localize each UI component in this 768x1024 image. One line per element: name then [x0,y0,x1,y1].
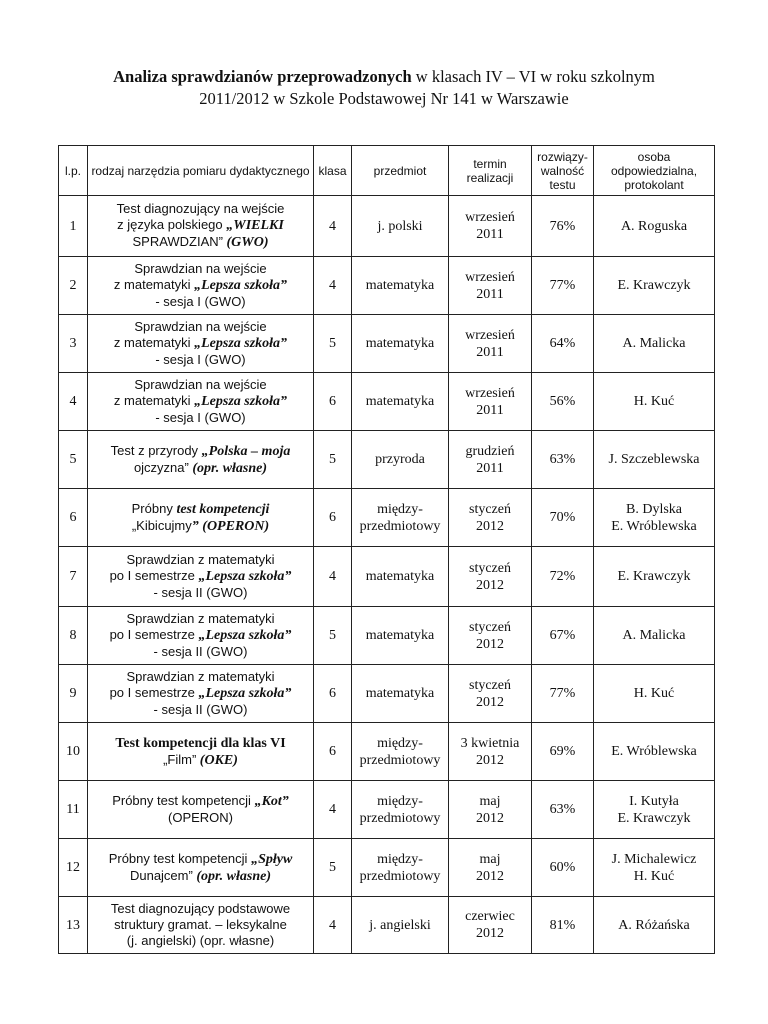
cell-wynik: 72% [532,547,594,607]
table-row [59,839,715,897]
table-row [59,196,715,257]
przedmiot-line: przedmiotowy [359,868,441,884]
cell-narzedzie [88,315,314,373]
narzedzie-plain: po I semestrze [109,568,199,583]
osoba-line: B. Dylska [626,501,682,517]
cell-termin [449,315,532,373]
osoba-line: J. Michalewicz [611,851,697,867]
narzedzie-line [91,585,310,601]
termin-line: styczeń [469,619,511,635]
table-row [59,781,715,839]
cell-wynik: 67% [532,607,594,665]
narzedzie-plain: - sesja II (GWO) [153,702,248,717]
przedmiot-line: przedmiotowy [359,752,441,768]
cell-klasa: 4 [314,897,352,954]
cell-wynik: 69% [532,723,594,781]
cell-klasa: 4 [314,257,352,315]
cell-narzedzie [88,665,314,723]
table-row [59,723,715,781]
cell-osoba [594,257,715,315]
narzedzie-line [91,393,310,410]
osoba-line: J. Szczeblewska [608,452,700,467]
narzedzie-line [91,352,310,368]
cell-klasa: 6 [314,723,352,781]
cell-klasa: 5 [314,315,352,373]
cell-lp: 11 [59,781,88,839]
narzedzie-line [91,319,310,335]
narzedzie-line [91,685,310,702]
narzedzie-plain: Próbny test kompetencji [112,793,255,808]
osoba-line: A. Roguska [620,218,688,234]
table-row [59,897,715,954]
table-row [59,431,715,489]
narzedzie-plain: Próbny test kompetencji [108,850,252,866]
cell-lp: 1 [59,196,88,257]
cell-termin [449,489,532,547]
przedmiot-line: przyroda [375,452,425,467]
narzedzie-plain: - sesja I (GWO) [155,352,246,367]
title-line-2: 2011/2012 w Szkole Podstawowej Nr 141 w Warszawie [199,89,569,108]
narzedzie-emphasis: „Lepsza szkoła” [194,394,288,409]
narzedzie-line [91,735,310,752]
przedmiot-line: j. angielski [369,917,431,933]
narzedzie-line [91,552,310,568]
termin-line: czerwiec [465,909,515,924]
cell-termin [449,781,532,839]
cell-narzedzie [88,373,314,431]
narzedzie-emphasis: (opr. własne) [192,868,272,884]
cell-klasa: 6 [314,373,352,431]
termin-line: wrzesień [465,385,515,401]
narzedzie-emphasis: „Lepsza szkoła” [194,278,288,293]
header-narzedzie: rodzaj narzędzia pomiaru dydaktycznego [88,146,314,196]
narzedzie-line [91,294,310,310]
narzedzie-emphasis: test kompetencji [176,501,270,517]
table-row [59,315,715,373]
cell-przedmiot [352,665,449,723]
cell-narzedzie [88,196,314,257]
cell-przedmiot [352,839,449,897]
termin-line: styczeń [469,677,511,693]
osoba-line: A. Malicka [622,336,686,351]
cell-klasa: 4 [314,196,352,257]
cell-klasa: 5 [314,839,352,897]
cell-wynik: 63% [532,781,594,839]
cell-termin [449,607,532,665]
narzedzie-emphasis: „Lepsza szkoła” [198,628,292,643]
osoba-line: I. Kutyła [629,793,679,809]
narzedzie-emphasis: „Lepsza szkoła” [198,686,292,701]
narzedzie-line [91,810,310,826]
narzedzie-line [91,201,310,217]
table-row [59,489,715,547]
osoba-line: H. Kuć [633,394,675,409]
cell-osoba [594,839,715,897]
cell-narzedzie [88,723,314,781]
cell-lp: 8 [59,607,88,665]
cell-narzedzie [88,781,314,839]
termin-line: 2012 [476,752,504,768]
termin-line: grudzień [465,443,515,459]
narzedzie-line [91,669,310,685]
osoba-line: E. Krawczyk [617,278,691,293]
osoba-line: A. Różańska [618,917,690,933]
cell-klasa: 4 [314,781,352,839]
termin-line: wrzesień [465,327,515,343]
termin-line: 2012 [476,694,504,710]
cell-przedmiot [352,196,449,257]
narzedzie-plain: „Film” [163,751,197,767]
narzedzie-line [91,460,310,477]
cell-przedmiot [352,373,449,431]
cell-wynik: 77% [532,257,594,315]
table-row [59,607,715,665]
cell-osoba [594,373,715,431]
cell-przedmiot [352,607,449,665]
cell-termin [449,257,532,315]
cell-osoba [594,489,715,547]
cell-klasa: 6 [314,665,352,723]
termin-line: 2012 [476,577,504,593]
table-row [59,547,715,607]
cell-narzedzie [88,489,314,547]
przedmiot-line: matematyka [365,686,435,701]
cell-narzedzie [88,607,314,665]
narzedzie-plain: Test kompetencji dla klas VI [115,735,286,751]
cell-osoba [594,547,715,607]
narzedzie-plain: Sprawdzian na wejście [134,319,267,334]
narzedzie-plain: po I semestrze [109,685,199,700]
przedmiot-line: między- [377,735,423,751]
narzedzie-plain: Sprawdzian z matematyki [126,669,275,684]
cell-wynik: 63% [532,431,594,489]
header-przedmiot: przedmiot [352,146,449,196]
narzedzie-line [91,277,310,294]
przedmiot-line: j. polski [377,218,423,234]
cell-osoba [594,196,715,257]
cell-narzedzie [88,839,314,897]
narzedzie-plain: - sesja II (GWO) [153,644,248,659]
header-rozw-line-3: testu [549,177,576,192]
cell-termin [449,665,532,723]
narzedzie-line [91,501,310,518]
cell-wynik: 81% [532,897,594,954]
cell-narzedzie [88,547,314,607]
narzedzie-line [91,261,310,277]
termin-line: 2011 [476,402,504,418]
narzedzie-plain: struktury gramat. – leksykalne [114,917,287,932]
narzedzie-emphasis: „Lepsza szkoła” [194,336,288,351]
cell-lp: 13 [59,897,88,954]
narzedzie-plain: „Kibicujmy [131,517,192,533]
table-body [59,196,715,954]
header-lp: l.p. [59,146,88,196]
cell-przedmiot [352,257,449,315]
cell-przedmiot [352,431,449,489]
termin-line: 2011 [476,344,504,360]
cell-przedmiot [352,489,449,547]
przedmiot-line: matematyka [365,278,435,293]
table-row [59,257,715,315]
cell-wynik: 64% [532,315,594,373]
cell-lp: 9 [59,665,88,723]
termin-line: wrzesień [465,269,515,285]
cell-wynik: 70% [532,489,594,547]
narzedzie-emphasis: „Kot” [254,794,289,809]
narzedzie-line [91,335,310,352]
narzedzie-plain: ojczyzna” [133,459,189,475]
narzedzie-line [91,793,310,810]
cell-lp: 6 [59,489,88,547]
cell-przedmiot [352,897,449,954]
przedmiot-line: przedmiotowy [359,810,441,826]
narzedzie-line [91,901,310,917]
narzedzie-plain: - sesja II (GWO) [153,585,248,600]
narzedzie-line [91,752,310,769]
cell-termin [449,373,532,431]
osoba-line: H. Kuć [633,868,675,884]
osoba-line: E. Krawczyk [617,569,691,584]
narzedzie-plain: po I semestrze [109,627,199,642]
osoba-line: H. Kuć [633,686,675,701]
narzedzie-plain: Sprawdzian na wejście [134,261,267,276]
narzedzie-plain: (OPERON) [168,810,233,825]
narzedzie-plain: Sprawdzian z matematyki [126,611,275,626]
cell-klasa: 5 [314,431,352,489]
przedmiot-line: przedmiotowy [359,518,441,534]
osoba-line: E. Krawczyk [617,810,691,826]
narzedzie-plain: z matematyki [113,277,195,292]
table-row [59,665,715,723]
page-title [60,66,708,110]
narzedzie-line [91,217,310,234]
termin-line: 2012 [476,868,504,884]
przedmiot-line: matematyka [365,628,435,643]
narzedzie-line [91,611,310,627]
narzedzie-line [91,868,310,885]
narzedzie-emphasis: „Lepsza szkoła” [198,569,292,584]
termin-line: 2012 [476,518,504,534]
narzedzie-line [91,644,310,660]
narzedzie-plain: Sprawdzian na wejście [134,377,267,392]
cell-termin [449,723,532,781]
cell-przedmiot [352,547,449,607]
cell-termin [449,897,532,954]
header-rozwiazywalnosc [532,146,594,196]
header-termin: termin realizacji [449,146,532,196]
header-osoba: osoba odpowiedzialna, protokolant [594,146,715,196]
narzedzie-line [91,518,310,535]
cell-lp: 2 [59,257,88,315]
narzedzie-emphasis: „Polska – moja [201,443,291,459]
cell-klasa: 5 [314,607,352,665]
narzedzie-plain: Test z przyrody [110,442,202,458]
osoba-line: A. Malicka [622,628,686,643]
osoba-line: E. Wróblewska [611,518,697,534]
termin-line: 2011 [476,286,504,302]
narzedzie-line [91,443,310,460]
narzedzie-line [91,933,310,949]
cell-osoba [594,781,715,839]
cell-lp: 10 [59,723,88,781]
cell-narzedzie [88,257,314,315]
cell-osoba [594,897,715,954]
termin-line: maj [479,793,501,809]
narzedzie-line [91,851,310,868]
cell-osoba [594,315,715,373]
termin-line: 2012 [476,810,504,826]
osoba-line: E. Wróblewska [611,744,697,759]
narzedzie-line [91,702,310,718]
przedmiot-line: matematyka [365,569,435,584]
przedmiot-line: między- [377,851,423,867]
cell-osoba [594,665,715,723]
narzedzie-line [91,917,310,933]
termin-line: 2011 [476,227,504,242]
cell-przedmiot [352,781,449,839]
termin-line: styczeń [469,560,511,576]
narzedzie-plain: Test diagnozujący podstawowe [110,901,291,916]
narzedzie-plain: z matematyki [113,393,195,408]
cell-przedmiot [352,723,449,781]
narzedzie-plain: Dunajcem” [129,867,193,883]
cell-lp: 3 [59,315,88,373]
cell-wynik: 56% [532,373,594,431]
narzedzie-plain: (j. angielski) (opr. własne) [126,933,275,948]
narzedzie-line [91,627,310,644]
cell-wynik: 76% [532,196,594,257]
cell-lp: 5 [59,431,88,489]
title-rest: w klasach IV – VI w roku szkolnym [411,67,655,86]
cell-klasa: 6 [314,489,352,547]
title-bold: Analiza sprawdzianów przeprowadzonych [113,67,412,86]
narzedzie-plain: - sesja I (GWO) [155,410,246,425]
narzedzie-plain: Test diagnozujący na wejście [116,201,285,216]
narzedzie-plain: z języka polskiego [117,217,227,232]
cell-termin [449,839,532,897]
narzedzie-plain: z matematyki [113,335,195,350]
termin-line: 3 kwietnia [460,735,520,751]
header-row [59,146,715,196]
narzedzie-line [91,410,310,426]
cell-przedmiot [352,315,449,373]
narzedzie-emphasis: „Spływ [251,851,293,867]
cell-lp: 12 [59,839,88,897]
header-rozw-line-1: rozwiązy- [537,149,588,164]
narzedzie-line [91,377,310,393]
termin-line: maj [479,851,501,867]
termin-line: 2012 [476,636,504,652]
header-klasa: klasa [314,146,352,196]
cell-termin [449,547,532,607]
termin-line: 2011 [476,460,504,476]
narzedzie-plain: Sprawdzian z matematyki [126,552,275,567]
narzedzie-plain: Próbny [131,500,177,516]
title-line-1 [60,66,708,88]
table-row [59,373,715,431]
tests-table [58,145,715,954]
termin-line: wrzesień [465,210,515,225]
cell-termin [449,196,532,257]
cell-wynik: 60% [532,839,594,897]
narzedzie-line [91,568,310,585]
cell-narzedzie [88,897,314,954]
przedmiot-line: między- [377,793,423,809]
narzedzie-emphasis: (OKE) [196,752,238,768]
cell-lp: 4 [59,373,88,431]
header-rozw-line-2: walność [540,163,585,178]
cell-wynik: 77% [532,665,594,723]
narzedzie-plain: SPRAWDZIAN” [132,234,224,249]
cell-osoba [594,723,715,781]
przedmiot-line: matematyka [365,336,435,351]
cell-lp: 7 [59,547,88,607]
narzedzie-emphasis: „WIELKI [226,218,284,233]
cell-narzedzie [88,431,314,489]
narzedzie-emphasis: (opr. własne) [188,460,268,476]
przedmiot-line: matematyka [365,394,435,409]
przedmiot-line: między- [377,501,423,517]
termin-line: styczeń [469,501,511,517]
termin-line: 2012 [476,926,504,941]
narzedzie-line [91,234,310,251]
cell-klasa: 4 [314,547,352,607]
narzedzie-emphasis: (GWO) [223,235,269,250]
narzedzie-plain: - sesja I (GWO) [155,294,246,309]
cell-termin [449,431,532,489]
cell-osoba [594,431,715,489]
cell-osoba [594,607,715,665]
narzedzie-emphasis: ” (OPERON) [191,518,270,534]
